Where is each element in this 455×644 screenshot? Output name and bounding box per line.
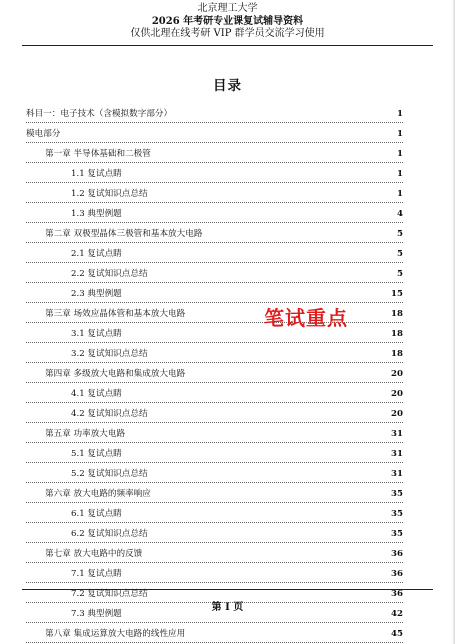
toc-entry[interactable] bbox=[26, 123, 403, 143]
toc-entry-page: 42 bbox=[389, 606, 403, 622]
toc-entry-label: 第二章 双极型晶体三极管和基本放大电路 bbox=[45, 226, 204, 242]
toc-entry-page: 36 bbox=[389, 546, 403, 562]
toc-entry[interactable] bbox=[26, 443, 403, 463]
toc-entry-page: 5 bbox=[395, 226, 403, 242]
toc-entry[interactable] bbox=[26, 463, 403, 483]
toc-entry[interactable] bbox=[26, 283, 403, 303]
header-university: 北京理工大学 bbox=[197, 3, 258, 14]
header-material-title: 2026 年考研专业课复试辅导资料 bbox=[151, 15, 304, 27]
toc-entry-label: 第一章 半导体基础和二极管 bbox=[45, 146, 153, 162]
toc-entry[interactable] bbox=[26, 383, 403, 403]
header-divider bbox=[22, 45, 433, 46]
toc-entry-page: 18 bbox=[389, 326, 403, 342]
toc-entry[interactable] bbox=[26, 243, 403, 263]
toc-entry-label: 6.1 复试点睛 bbox=[71, 506, 124, 522]
toc-entry[interactable] bbox=[26, 503, 403, 523]
toc-entry-page: 1 bbox=[395, 106, 403, 122]
toc-entry-label: 第三章 场效应晶体管和基本放大电路 bbox=[45, 306, 187, 322]
toc-entry[interactable] bbox=[26, 403, 403, 423]
toc-entry-page: 35 bbox=[389, 506, 403, 522]
toc-entry[interactable] bbox=[26, 563, 403, 583]
page-header bbox=[0, 3, 455, 41]
toc-entry[interactable] bbox=[26, 203, 403, 223]
toc-entry[interactable] bbox=[26, 263, 403, 283]
toc-entry-page: 35 bbox=[389, 526, 403, 542]
toc-entry-page: 4 bbox=[395, 206, 403, 222]
toc-entry-label: 3.2 复试知识点总结 bbox=[71, 346, 150, 362]
toc-entry-label: 4.1 复试点睛 bbox=[71, 386, 124, 402]
toc-entry-label: 第六章 放大电路的频率响应 bbox=[45, 486, 153, 502]
toc-entry-label: 5.1 复试点睛 bbox=[71, 446, 124, 462]
toc-entry-label: 5.2 复试知识点总结 bbox=[71, 466, 150, 482]
toc-entry-page: 1 bbox=[395, 166, 403, 182]
toc-entry-page: 18 bbox=[389, 346, 403, 362]
toc-entry-page: 45 bbox=[389, 626, 403, 642]
toc-entry-page: 1 bbox=[395, 186, 403, 202]
toc-entry-label: 4.2 复试知识点总结 bbox=[71, 406, 150, 422]
toc-entry[interactable] bbox=[26, 223, 403, 243]
toc-entry-page: 1 bbox=[395, 146, 403, 162]
toc-entry[interactable] bbox=[26, 543, 403, 563]
toc-entry[interactable] bbox=[26, 183, 403, 203]
toc-entry-label: 第七章 放大电路中的反馈 bbox=[45, 546, 144, 562]
toc-entry[interactable] bbox=[26, 623, 403, 643]
toc-entry[interactable] bbox=[26, 483, 403, 503]
header-usage-note: 仅供北理在线考研 VIP 群学员交流学习使用 bbox=[130, 28, 325, 39]
toc-entry[interactable] bbox=[26, 163, 403, 183]
toc-entry-label: 1.2 复试知识点总结 bbox=[71, 186, 150, 202]
toc-entry-page: 5 bbox=[395, 266, 403, 282]
toc-entry-page: 5 bbox=[395, 246, 403, 262]
toc-entry-page: 31 bbox=[389, 446, 403, 462]
toc-entry-label: 3.1 复试点睛 bbox=[71, 326, 124, 342]
toc-entry-page: 1 bbox=[395, 126, 403, 142]
table-of-contents bbox=[26, 103, 403, 643]
toc-entry[interactable] bbox=[26, 103, 403, 123]
toc-entry[interactable] bbox=[26, 143, 403, 163]
toc-entry-label: 6.2 复试知识点总结 bbox=[71, 526, 150, 542]
toc-entry-label: 1.3 典型例题 bbox=[71, 206, 124, 222]
toc-entry-label: 1.1 复试点睛 bbox=[71, 166, 124, 182]
toc-entry-label: 第八章 集成运算放大电路的线性应用 bbox=[45, 626, 187, 642]
toc-entry-label: 2.3 典型例题 bbox=[71, 286, 124, 302]
toc-entry-page: 31 bbox=[389, 426, 403, 442]
toc-entry-label: 科目一：电子技术（含模拟数字部分） bbox=[26, 106, 174, 122]
toc-entry-page: 15 bbox=[389, 286, 403, 302]
toc-entry-page: 36 bbox=[389, 566, 403, 582]
toc-entry[interactable] bbox=[26, 523, 403, 543]
footer-divider bbox=[22, 589, 433, 590]
toc-entry[interactable] bbox=[26, 343, 403, 363]
toc-entry-page: 20 bbox=[389, 386, 403, 402]
toc-entry-page: 20 bbox=[389, 366, 403, 382]
toc-entry-label: 2.1 复试点睛 bbox=[71, 246, 124, 262]
watermark-stamp: 笔试重点 bbox=[264, 306, 348, 330]
toc-entry-label: 第四章 多级放大电路和集成放大电路 bbox=[45, 366, 187, 382]
toc-entry-label: 模电部分 bbox=[26, 126, 62, 142]
page-number: 第 I 页 bbox=[211, 602, 244, 613]
toc-title: 目录 bbox=[213, 78, 242, 94]
toc-entry-label: 7.1 复试点睛 bbox=[71, 566, 124, 582]
toc-entry-label: 7.3 典型例题 bbox=[71, 606, 124, 622]
toc-entry[interactable] bbox=[26, 363, 403, 383]
toc-entry-label: 7.2 复试知识点总结 bbox=[71, 586, 150, 602]
toc-entry-label: 第五章 功率放大电路 bbox=[45, 426, 127, 442]
toc-entry-page: 35 bbox=[389, 486, 403, 502]
toc-entry-label: 2.2 复试知识点总结 bbox=[71, 266, 150, 282]
toc-entry-page: 20 bbox=[389, 406, 403, 422]
toc-entry[interactable] bbox=[26, 423, 403, 443]
toc-entry-page: 31 bbox=[389, 466, 403, 482]
toc-entry-page: 18 bbox=[389, 306, 403, 322]
toc-entry-page: 36 bbox=[389, 586, 403, 602]
